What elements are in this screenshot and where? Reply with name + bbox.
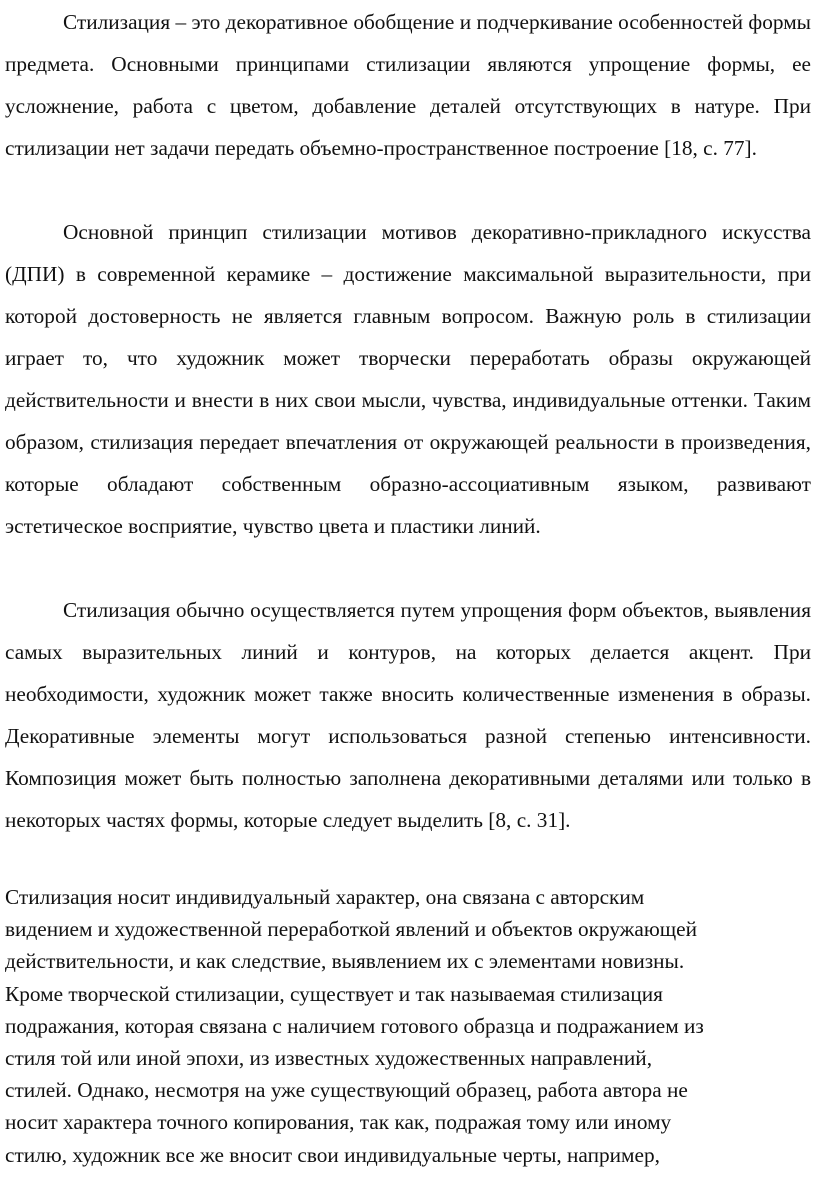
paragraph-main-principle: Основной принцип стилизации мотивов декоративно-прикладного искусства (ДПИ) в современной керамике – достижение максимальной выразительности, при которой достоверность не является главным вопросом. Важную роль в стилизации играет то, что художник может творчески переработать образы окружающей действительности и внести в них свои мысли, чувства, индивидуальные оттенки. Таким образом, стилизация передает впечатления от окружающей реальности в произведения, которые обладают собственным образно-ассоциативным языком, развивают эстетическое восприятие, чувство цвета и пластики линий.	[5, 220, 811, 538]
paragraph-individual-character	[5, 881, 811, 1171]
paragraph-stylization-definition: Стилизация – это декоративное обобщение и подчеркивание особенностей формы предмета. Основными принципами стилизации являются упрощение формы, ее усложнение, работа с цветом, добавление деталей отсутствующих в натуре. При стилизации нет задачи передать объемно-пространственное построение [18, с. 77].	[5, 10, 811, 160]
text-line: стиля той или иной эпохи, из известных художественных направлений,	[5, 1046, 653, 1071]
text-line: действительности, и как следствие, выявлением их с элементами новизны.	[5, 949, 685, 974]
text-line: стилей. Однако, несмотря на уже существующий образец, работа автора не	[5, 1078, 688, 1103]
text-line: подражания, которая связана с наличием готового образца и подражанием из	[5, 1013, 704, 1038]
text-line: видением и художественной переработкой явлений и объектов окружающей	[5, 917, 698, 942]
text-line: Стилизация носит индивидуальный характер, она связана с авторским	[5, 885, 645, 909]
text-line: стилю, художник все же вносит свои индивидуальные черты, например,	[5, 1142, 660, 1167]
text-line: Кроме творческой стилизации, существует и так называемая стилизация	[5, 981, 663, 1006]
text-line: носит характера точного копирования, так как, подражая тому или иному	[5, 1110, 672, 1135]
paragraph-stylization-process: Стилизация обычно осуществляется путем упрощения форм объектов, выявления самых выразительных линий и контуров, на которых делается акцент. При необходимости, художник может также вносить количественные изменения в образы. Декоративные элементы могут использоваться разной степенью интенсивности. Композиция может быть полностью заполнена декоративными деталями или только в некоторых частях формы, которые следует выделить [8, с. 31].	[5, 598, 811, 832]
